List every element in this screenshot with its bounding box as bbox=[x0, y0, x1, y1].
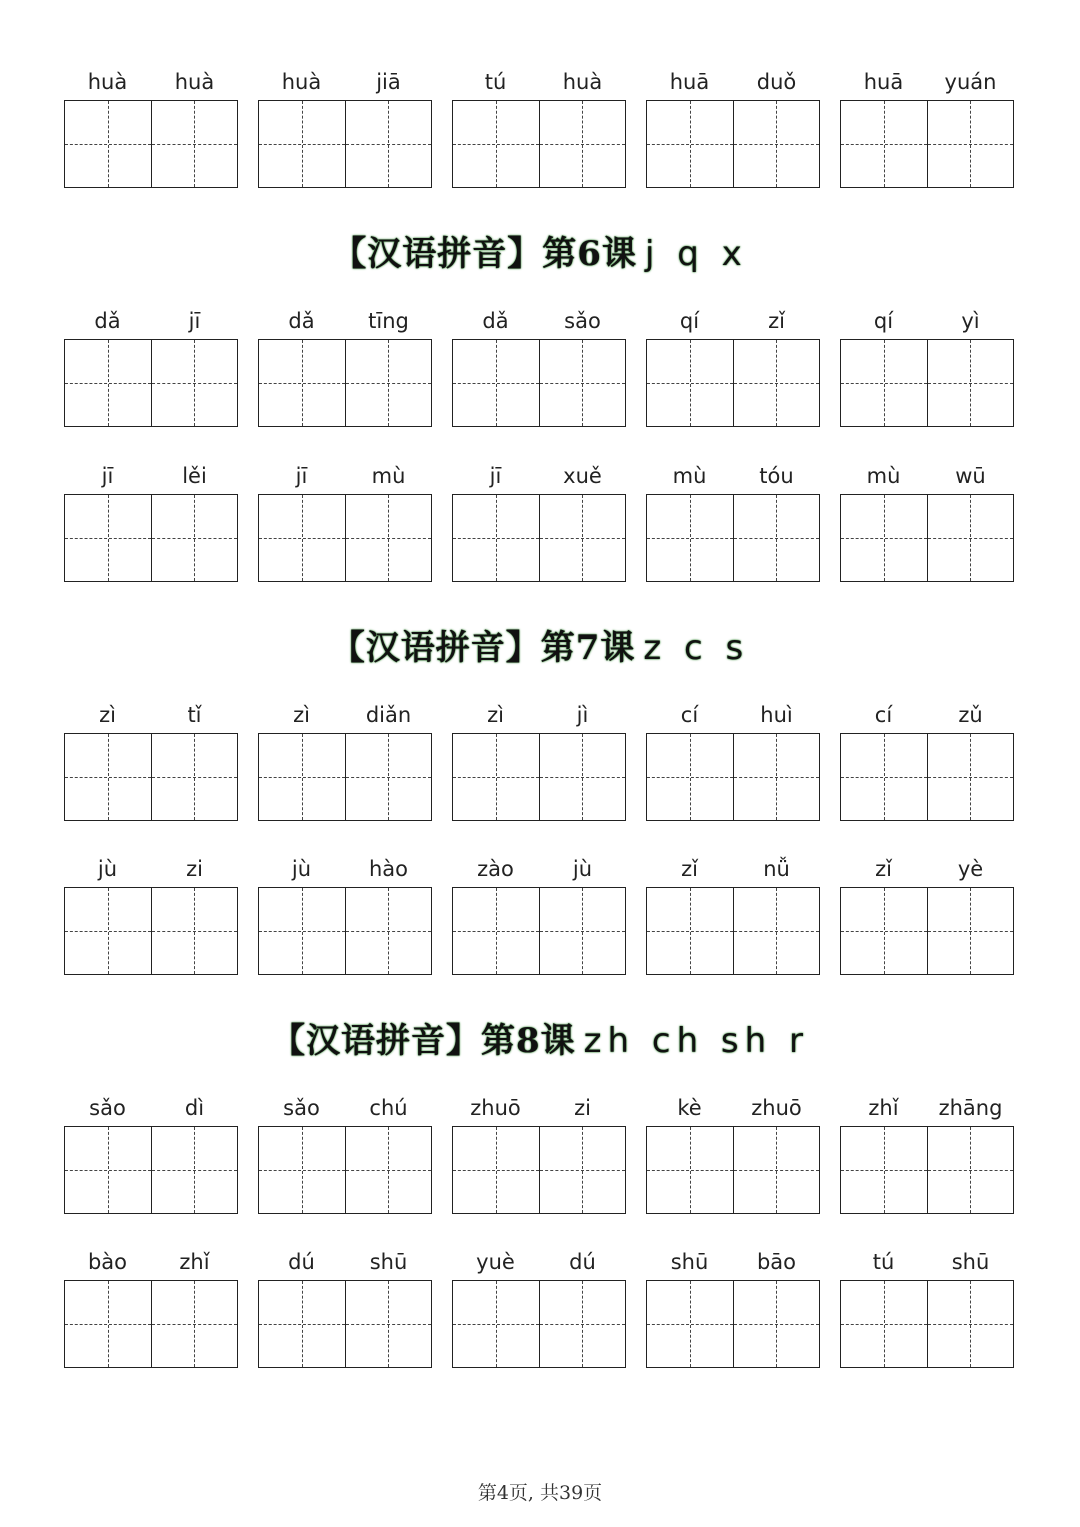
tian-grid-pair[interactable] bbox=[840, 733, 1014, 821]
tian-grid-pair[interactable] bbox=[64, 339, 238, 427]
word-row-6 bbox=[64, 1086, 1014, 1214]
tian-cell[interactable] bbox=[345, 734, 432, 820]
pinyin: huā bbox=[669, 70, 710, 94]
word-block bbox=[452, 299, 626, 427]
pinyin: huà bbox=[281, 70, 322, 94]
tian-cell[interactable] bbox=[259, 734, 345, 820]
tian-cell[interactable] bbox=[453, 734, 539, 820]
tian-cell[interactable] bbox=[647, 1281, 733, 1367]
tian-cell[interactable] bbox=[453, 888, 539, 974]
tian-grid-pair[interactable] bbox=[64, 1126, 238, 1214]
pinyin: wū bbox=[955, 464, 986, 488]
pinyin: xuě bbox=[563, 464, 602, 488]
tian-cell[interactable] bbox=[65, 340, 151, 426]
word-row-4 bbox=[64, 693, 1014, 821]
tian-cell[interactable] bbox=[733, 101, 820, 187]
pinyin: qí bbox=[679, 309, 700, 333]
word-block bbox=[646, 60, 820, 188]
tian-cell[interactable] bbox=[841, 888, 927, 974]
lesson-letters: zh ch sh r bbox=[583, 1021, 809, 1061]
tian-cell[interactable] bbox=[841, 340, 927, 426]
word-block bbox=[452, 1240, 626, 1368]
tian-cell[interactable] bbox=[151, 734, 238, 820]
pinyin: tǐ bbox=[187, 703, 202, 727]
tian-cell[interactable] bbox=[259, 101, 345, 187]
pinyin: huà bbox=[87, 70, 128, 94]
tian-cell[interactable] bbox=[539, 101, 626, 187]
tian-cell[interactable] bbox=[151, 495, 238, 581]
word-block bbox=[840, 1240, 1014, 1368]
lesson-7-title bbox=[0, 620, 1080, 669]
tian-cell[interactable] bbox=[65, 734, 151, 820]
word-block bbox=[840, 1086, 1014, 1214]
word-row-2 bbox=[64, 299, 1014, 427]
tian-cell[interactable] bbox=[539, 888, 626, 974]
tian-cell[interactable] bbox=[151, 340, 238, 426]
pinyin: sǎo bbox=[283, 1096, 320, 1120]
tian-grid-pair[interactable] bbox=[64, 100, 238, 188]
tian-cell[interactable] bbox=[453, 495, 539, 581]
pinyin: lěi bbox=[182, 464, 207, 488]
pinyin: zì bbox=[99, 703, 116, 727]
pinyin: huā bbox=[863, 70, 904, 94]
tian-grid-pair[interactable] bbox=[64, 733, 238, 821]
tian-grid-pair[interactable] bbox=[258, 1280, 432, 1368]
tian-cell[interactable] bbox=[927, 888, 1014, 974]
tian-cell[interactable] bbox=[345, 888, 432, 974]
pinyin: jù bbox=[572, 857, 593, 881]
pinyin: dì bbox=[184, 1096, 205, 1120]
tian-cell[interactable] bbox=[927, 340, 1014, 426]
pinyin: zhuō bbox=[470, 1096, 521, 1120]
tian-grid-pair[interactable] bbox=[64, 1280, 238, 1368]
pinyin: jī bbox=[101, 464, 114, 488]
pinyin: tú bbox=[484, 70, 507, 94]
pinyin: zhǐ bbox=[179, 1250, 210, 1274]
tian-cell[interactable] bbox=[453, 1127, 539, 1213]
pinyin: shū bbox=[369, 1250, 408, 1274]
tian-cell[interactable] bbox=[841, 734, 927, 820]
tian-cell[interactable] bbox=[151, 1281, 238, 1367]
tian-cell[interactable] bbox=[733, 888, 820, 974]
tian-cell[interactable] bbox=[539, 1127, 626, 1213]
tian-cell[interactable] bbox=[65, 1127, 151, 1213]
pinyin: jì bbox=[576, 703, 589, 727]
tian-grid-pair[interactable] bbox=[646, 100, 820, 188]
word-block bbox=[258, 299, 432, 427]
word-block bbox=[840, 693, 1014, 821]
tian-grid-pair[interactable] bbox=[64, 887, 238, 975]
word-block bbox=[452, 454, 626, 582]
word-block bbox=[258, 1086, 432, 1214]
pinyin: cí bbox=[874, 703, 893, 727]
tian-grid-pair[interactable] bbox=[646, 887, 820, 975]
lesson-6-title bbox=[0, 226, 1080, 275]
tian-cell[interactable] bbox=[927, 734, 1014, 820]
pinyin: zì bbox=[293, 703, 310, 727]
word-block bbox=[840, 60, 1014, 188]
tian-cell[interactable] bbox=[539, 734, 626, 820]
tian-cell[interactable] bbox=[733, 1127, 820, 1213]
word-block bbox=[64, 1086, 238, 1214]
word-block bbox=[646, 847, 820, 975]
word-block bbox=[64, 847, 238, 975]
pinyin: dǎ bbox=[288, 309, 315, 333]
tian-grid-pair[interactable] bbox=[646, 494, 820, 582]
pinyin: jī bbox=[489, 464, 502, 488]
pinyin: zi bbox=[186, 857, 203, 881]
tian-cell[interactable] bbox=[927, 1127, 1014, 1213]
tian-cell[interactable] bbox=[539, 1281, 626, 1367]
word-block bbox=[840, 847, 1014, 975]
tian-cell[interactable] bbox=[647, 1127, 733, 1213]
pinyin: nǚ bbox=[763, 857, 790, 881]
tian-grid-pair[interactable] bbox=[258, 494, 432, 582]
tian-cell[interactable] bbox=[927, 1281, 1014, 1367]
tian-cell[interactable] bbox=[647, 888, 733, 974]
word-block bbox=[258, 454, 432, 582]
pinyin: zǐ bbox=[875, 857, 892, 881]
pinyin: hào bbox=[368, 857, 409, 881]
pinyin: kè bbox=[677, 1096, 702, 1120]
word-block bbox=[64, 693, 238, 821]
tian-cell[interactable] bbox=[345, 101, 432, 187]
pinyin: zì bbox=[487, 703, 504, 727]
word-block bbox=[258, 60, 432, 188]
tian-cell[interactable] bbox=[927, 495, 1014, 581]
tian-grid-pair[interactable] bbox=[258, 887, 432, 975]
tian-cell[interactable] bbox=[453, 101, 539, 187]
pinyin: sǎo bbox=[89, 1096, 126, 1120]
pinyin: chú bbox=[369, 1096, 408, 1120]
word-block bbox=[258, 847, 432, 975]
pinyin: zǔ bbox=[958, 703, 983, 727]
tian-cell[interactable] bbox=[151, 1127, 238, 1213]
tian-cell[interactable] bbox=[65, 101, 151, 187]
pinyin: tú bbox=[872, 1250, 895, 1274]
lesson-title-text: 【汉语拼音】第8课 bbox=[271, 1021, 576, 1061]
pinyin: zhǐ bbox=[868, 1096, 899, 1120]
pinyin: mù bbox=[371, 464, 406, 488]
word-block bbox=[258, 1240, 432, 1368]
lesson-title-text: 【汉语拼音】第6课 bbox=[332, 234, 637, 274]
pinyin: cí bbox=[680, 703, 699, 727]
tian-grid-pair[interactable] bbox=[840, 494, 1014, 582]
tian-grid-pair[interactable] bbox=[840, 1280, 1014, 1368]
word-block bbox=[646, 1086, 820, 1214]
lesson-letters: j q x bbox=[644, 234, 748, 274]
word-block bbox=[64, 454, 238, 582]
lesson-title-text: 【汉语拼音】第7课 bbox=[330, 628, 636, 668]
tian-cell[interactable] bbox=[841, 101, 927, 187]
word-block bbox=[64, 299, 238, 427]
tian-grid-pair[interactable] bbox=[258, 339, 432, 427]
tian-cell[interactable] bbox=[733, 340, 820, 426]
pinyin: huì bbox=[760, 703, 793, 727]
pinyin: jù bbox=[97, 857, 118, 881]
pinyin: shū bbox=[670, 1250, 709, 1274]
pinyin: shū bbox=[951, 1250, 990, 1274]
tian-cell[interactable] bbox=[259, 340, 345, 426]
word-row-3 bbox=[64, 454, 1014, 582]
pinyin: yuè bbox=[476, 1250, 515, 1274]
tian-grid-pair[interactable] bbox=[646, 1280, 820, 1368]
word-block bbox=[646, 693, 820, 821]
tian-cell[interactable] bbox=[647, 340, 733, 426]
pinyin: mù bbox=[866, 464, 901, 488]
word-row-1 bbox=[64, 60, 1014, 188]
tian-grid-pair[interactable] bbox=[452, 494, 626, 582]
word-block bbox=[452, 693, 626, 821]
word-block bbox=[64, 60, 238, 188]
page-footer: 第4页, 共39页 bbox=[477, 1482, 603, 1504]
pinyin: dǎ bbox=[94, 309, 121, 333]
pinyin: zǐ bbox=[768, 309, 785, 333]
lesson-letters: z c s bbox=[643, 628, 750, 668]
tian-cell[interactable] bbox=[345, 495, 432, 581]
word-block bbox=[840, 299, 1014, 427]
pinyin: zhuō bbox=[751, 1096, 802, 1120]
tian-cell[interactable] bbox=[841, 495, 927, 581]
tian-grid-pair[interactable] bbox=[452, 887, 626, 975]
tian-cell[interactable] bbox=[733, 1281, 820, 1367]
word-block bbox=[840, 454, 1014, 582]
pinyin: mù bbox=[672, 464, 707, 488]
tian-cell[interactable] bbox=[733, 495, 820, 581]
tian-cell[interactable] bbox=[647, 495, 733, 581]
pinyin: jī bbox=[295, 464, 308, 488]
tian-cell[interactable] bbox=[841, 1281, 927, 1367]
pinyin: yè bbox=[957, 857, 984, 881]
tian-grid-pair[interactable] bbox=[452, 1126, 626, 1214]
pinyin: duǒ bbox=[756, 70, 797, 94]
tian-cell[interactable] bbox=[65, 495, 151, 581]
tian-cell[interactable] bbox=[259, 1281, 345, 1367]
tian-grid-pair[interactable] bbox=[64, 494, 238, 582]
tian-grid-pair[interactable] bbox=[840, 100, 1014, 188]
tian-grid-pair[interactable] bbox=[258, 1126, 432, 1214]
pinyin: bāo bbox=[756, 1250, 797, 1274]
word-block bbox=[646, 299, 820, 427]
pinyin: huà bbox=[562, 70, 603, 94]
tian-cell[interactable] bbox=[345, 1127, 432, 1213]
pinyin: qí bbox=[873, 309, 894, 333]
word-row-7 bbox=[64, 1240, 1014, 1368]
tian-cell[interactable] bbox=[345, 340, 432, 426]
tian-grid-pair[interactable] bbox=[646, 339, 820, 427]
tian-cell[interactable] bbox=[539, 495, 626, 581]
pinyin: zǐ bbox=[681, 857, 698, 881]
tian-cell[interactable] bbox=[259, 1127, 345, 1213]
pinyin: jī bbox=[188, 309, 201, 333]
tian-cell[interactable] bbox=[345, 1281, 432, 1367]
pinyin: dǎ bbox=[482, 309, 509, 333]
word-block bbox=[64, 1240, 238, 1368]
word-block bbox=[258, 693, 432, 821]
tian-cell[interactable] bbox=[65, 1281, 151, 1367]
tian-cell[interactable] bbox=[539, 340, 626, 426]
tian-cell[interactable] bbox=[841, 1127, 927, 1213]
pinyin: yuán bbox=[944, 70, 997, 94]
pinyin: yì bbox=[961, 309, 980, 333]
pinyin: zi bbox=[574, 1096, 591, 1120]
pinyin: diǎn bbox=[365, 703, 412, 727]
word-block bbox=[452, 847, 626, 975]
pinyin: tóu bbox=[759, 464, 794, 488]
tian-grid-pair[interactable] bbox=[258, 100, 432, 188]
tian-cell[interactable] bbox=[927, 101, 1014, 187]
tian-cell[interactable] bbox=[65, 888, 151, 974]
word-block bbox=[452, 1086, 626, 1214]
tian-cell[interactable] bbox=[453, 340, 539, 426]
word-block bbox=[646, 1240, 820, 1368]
tian-grid-pair[interactable] bbox=[452, 100, 626, 188]
word-row-5 bbox=[64, 847, 1014, 975]
pinyin: dú bbox=[569, 1250, 596, 1274]
tian-grid-pair[interactable] bbox=[646, 1126, 820, 1214]
tian-cell[interactable] bbox=[259, 888, 345, 974]
tian-cell[interactable] bbox=[453, 1281, 539, 1367]
tian-grid-pair[interactable] bbox=[452, 339, 626, 427]
tian-grid-pair[interactable] bbox=[840, 339, 1014, 427]
tian-grid-pair[interactable] bbox=[452, 733, 626, 821]
pinyin: dú bbox=[288, 1250, 315, 1274]
pinyin: jiā bbox=[376, 70, 401, 94]
pinyin: sǎo bbox=[564, 309, 601, 333]
tian-grid-pair[interactable] bbox=[840, 1126, 1014, 1214]
tian-cell[interactable] bbox=[647, 734, 733, 820]
tian-cell[interactable] bbox=[647, 101, 733, 187]
pinyin: tīng bbox=[368, 309, 409, 333]
tian-grid-pair[interactable] bbox=[258, 733, 432, 821]
tian-grid-pair[interactable] bbox=[646, 733, 820, 821]
pinyin: jù bbox=[291, 857, 312, 881]
tian-grid-pair[interactable] bbox=[840, 887, 1014, 975]
tian-grid-pair[interactable] bbox=[452, 1280, 626, 1368]
pinyin: huà bbox=[174, 70, 215, 94]
word-block bbox=[646, 454, 820, 582]
pinyin: bào bbox=[87, 1250, 128, 1274]
pinyin: zhāng bbox=[938, 1096, 1003, 1120]
tian-cell[interactable] bbox=[151, 101, 238, 187]
tian-cell[interactable] bbox=[151, 888, 238, 974]
tian-cell[interactable] bbox=[733, 734, 820, 820]
lesson-8-title bbox=[0, 1013, 1080, 1062]
pinyin: zào bbox=[477, 857, 514, 881]
tian-cell[interactable] bbox=[259, 495, 345, 581]
word-block bbox=[452, 60, 626, 188]
